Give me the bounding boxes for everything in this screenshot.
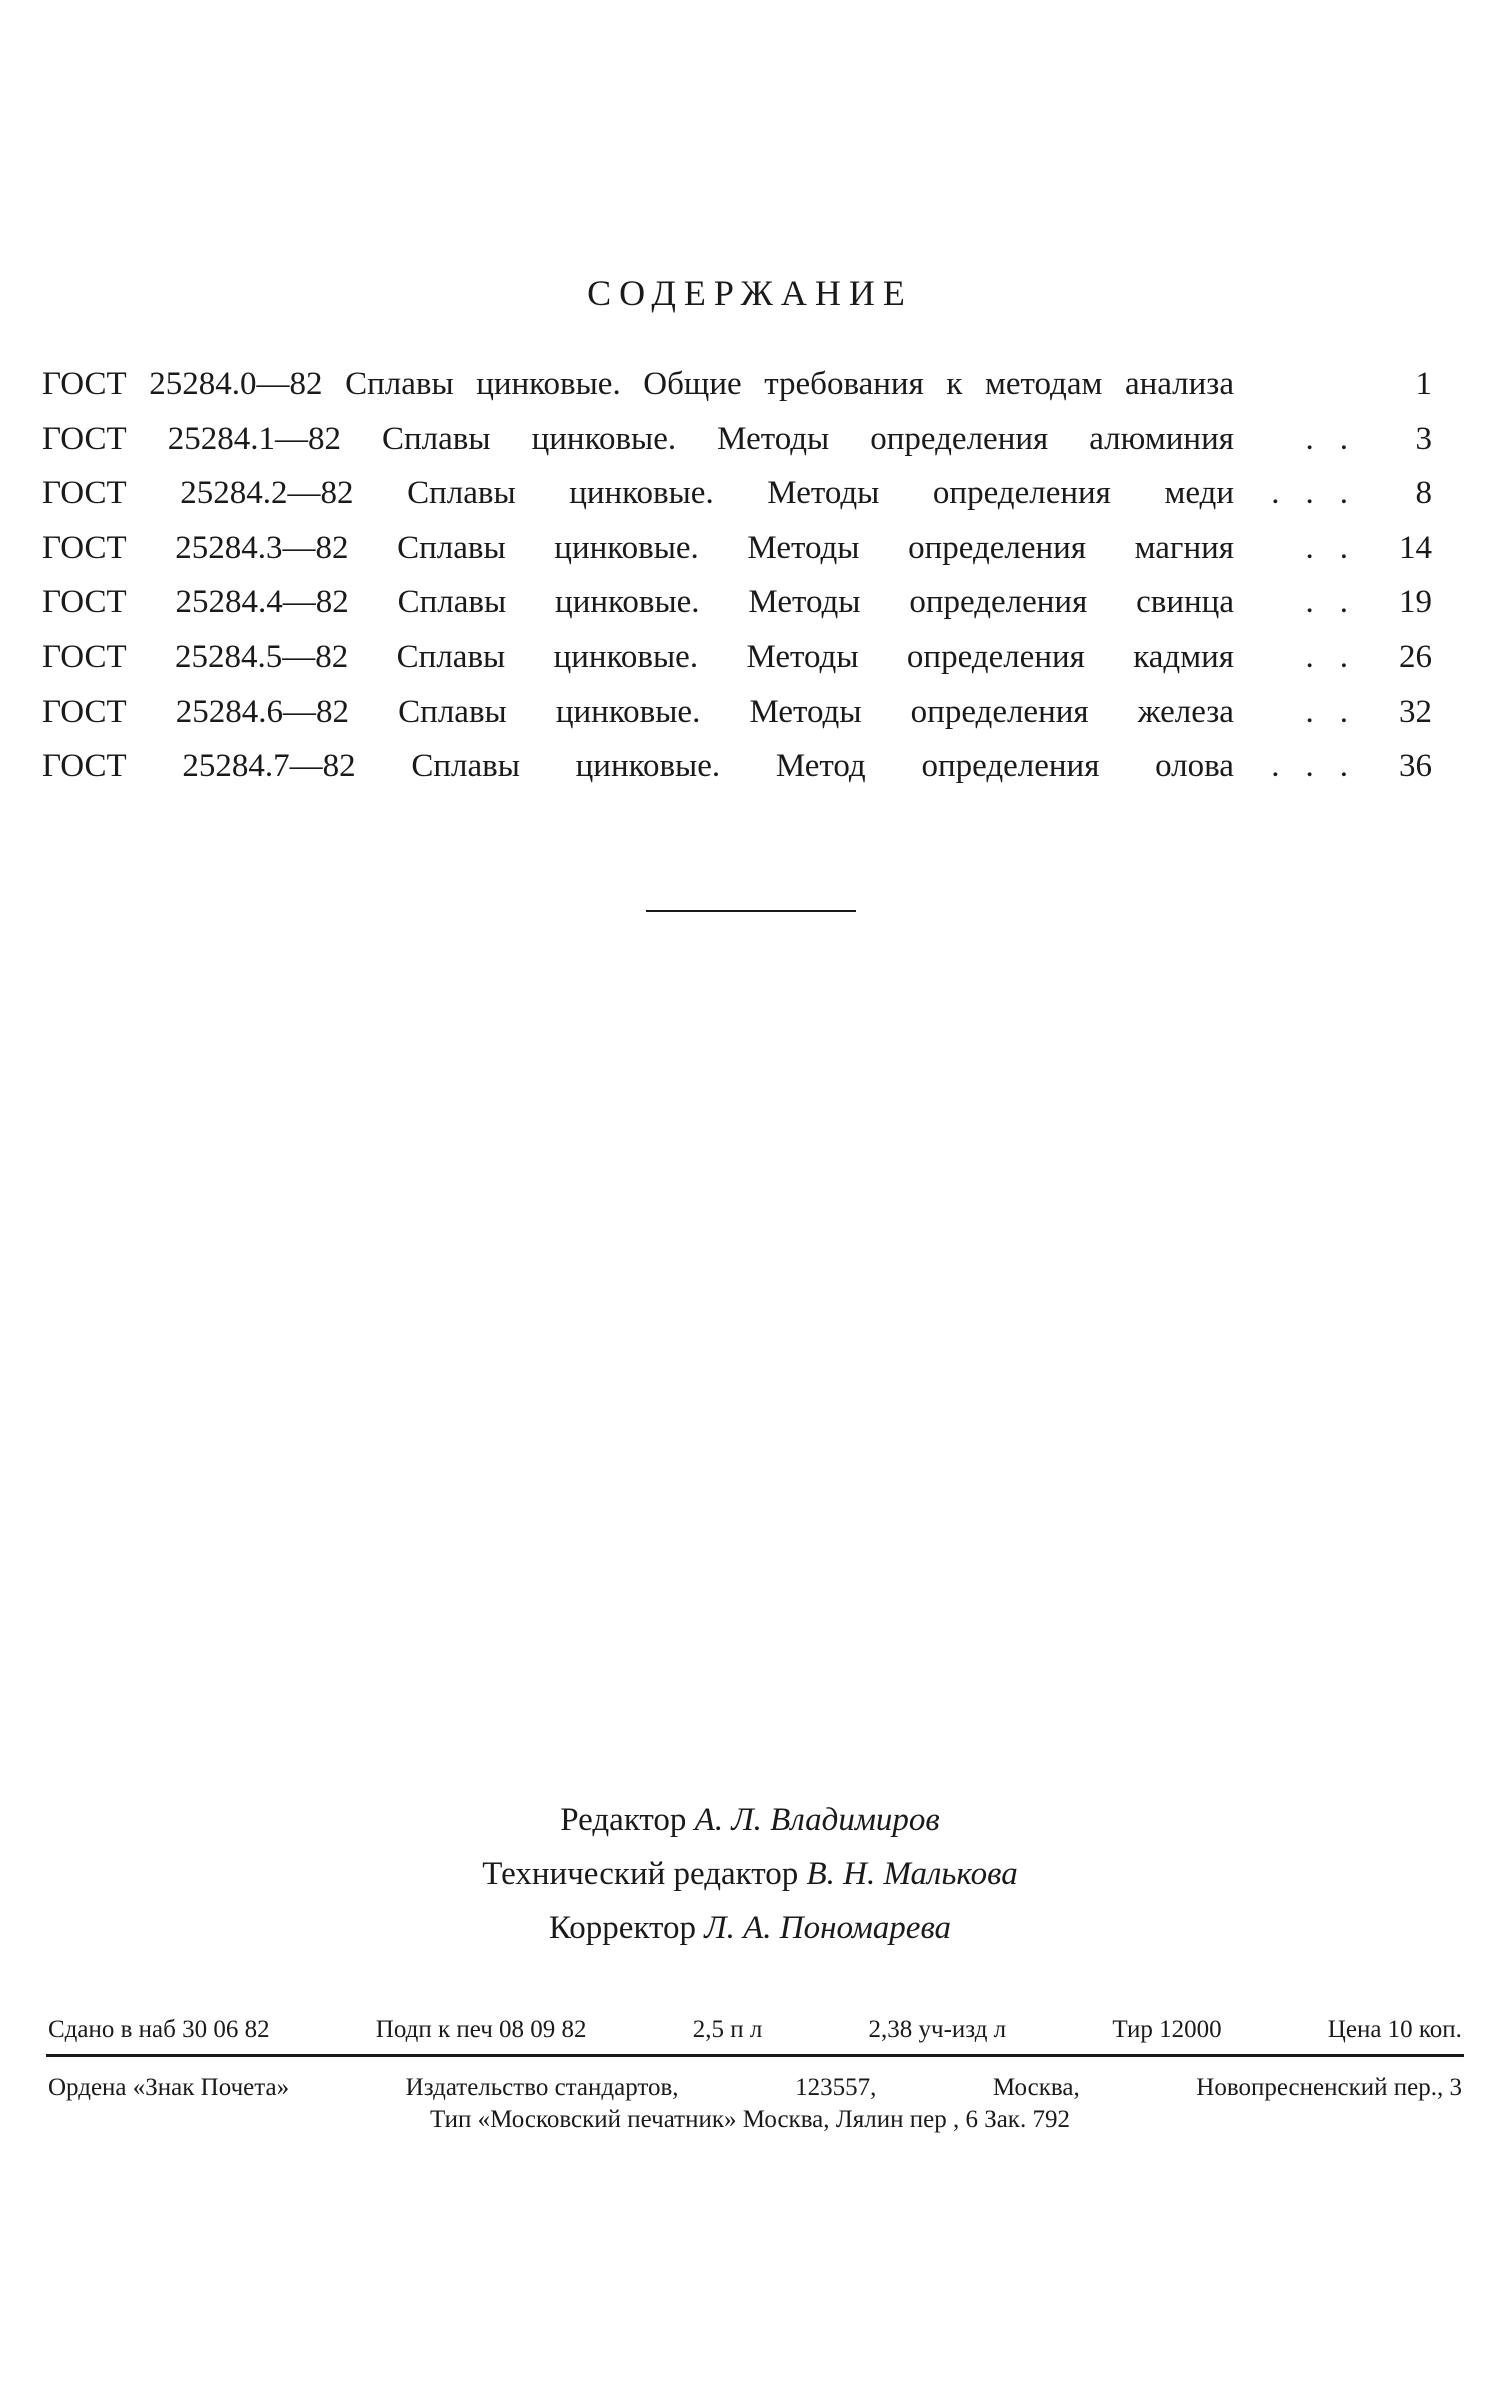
toc-entry-word: Методы — [747, 529, 860, 566]
toc-entry-word: цинковые. — [476, 366, 621, 402]
toc-entry-word: ГОСТ — [42, 529, 127, 566]
publisher-line — [48, 2074, 1462, 2102]
printing-house-line: Тип «Московский печатник» Москва, Лялин пер , 6 Зак. 792 — [430, 2106, 1070, 2133]
publisher-part: Новопресненский пер., 3 — [1196, 2074, 1462, 2101]
toc-entry-word: Методы — [749, 693, 862, 730]
toc-entry-text — [42, 530, 1234, 567]
toc-entry-word: 25284.7—82 — [182, 748, 356, 785]
publisher-part: Москва, — [992, 2074, 1080, 2101]
toc-entry-word: Методы — [746, 638, 859, 675]
toc-entry — [42, 584, 1432, 639]
toc-entry-page: 14 — [1399, 529, 1432, 566]
toc-entry-word: Сплавы — [407, 475, 516, 512]
toc-entry-word: 25284.5—82 — [175, 638, 349, 675]
credit-editor — [0, 1802, 1500, 1856]
imprint-line — [48, 2016, 1462, 2044]
toc-entry-text — [42, 748, 1234, 785]
toc-entry-word: железа — [1137, 693, 1234, 730]
toc-entry-text — [42, 366, 1234, 403]
toc-entry-word: ГОСТ — [42, 584, 127, 621]
toc-entry-word: методам — [984, 366, 1103, 402]
imprint-part: 2,38 уч-изд л — [868, 2016, 1007, 2043]
toc-entry-text — [42, 421, 1234, 458]
toc-entry-word: Сплавы — [396, 638, 506, 675]
toc-entry-text — [42, 475, 1234, 512]
toc-entry — [42, 475, 1432, 530]
toc-entry-word: определения — [908, 529, 1087, 566]
toc-entry-word: меди — [1164, 475, 1234, 512]
toc-entry-word: к — [946, 366, 963, 402]
toc-entry-word: цинковые. — [575, 748, 721, 785]
credit-role: Технический редактор — [482, 1856, 799, 1892]
toc-entry-word: Сплавы — [382, 420, 491, 457]
toc-entry-word: Сплавы — [411, 748, 520, 785]
toc-entry-word: цинковые. — [569, 475, 714, 512]
toc-entry-leader: ... — [1271, 748, 1374, 785]
toc-entry-word: Метод — [775, 748, 866, 785]
toc-entry-word: Сплавы — [397, 529, 506, 566]
toc-entry-word: Методы — [748, 584, 861, 621]
imprint-part: Тир 12000 — [1112, 2016, 1222, 2043]
toc-entry-word: 25284.0—82 — [149, 366, 323, 402]
toc-entry-leader: ... — [1271, 475, 1374, 512]
toc-entry-word: определения — [909, 584, 1088, 621]
toc-entry-word: Методы — [717, 420, 830, 457]
toc-entry-word: цинковые. — [555, 693, 701, 730]
toc-title: СОДЕРЖАНИЕ — [587, 273, 913, 313]
credit-name: А. Л. Владимиров — [694, 1802, 940, 1838]
publisher-part: 123557, — [795, 2074, 877, 2101]
toc-entry-word: определения — [910, 693, 1089, 730]
imprint-part: Сдано в наб 30 06 82 — [48, 2016, 270, 2043]
toc-entry — [42, 694, 1432, 749]
toc-entry-word: ГОСТ — [42, 693, 127, 730]
toc-entry-word: олова — [1155, 748, 1234, 785]
toc-entry-text — [42, 694, 1234, 731]
toc-entry-word: алюминия — [1089, 420, 1234, 457]
toc-entry-leader: .. — [1305, 420, 1374, 457]
toc-entry-word: свинца — [1136, 584, 1234, 621]
imprint-part: Подп к печ 08 09 82 — [375, 2016, 587, 2043]
toc-entry — [42, 366, 1432, 421]
toc-entry — [42, 530, 1432, 585]
toc-entry-page: 36 — [1399, 748, 1432, 785]
toc-entry-page: 8 — [1415, 475, 1432, 512]
toc-entry-leader: .. — [1305, 584, 1374, 621]
toc-entry-leader: .. — [1305, 693, 1374, 730]
toc-entry-word: цинковые. — [555, 584, 700, 621]
toc-entry-word: анализа — [1124, 366, 1234, 402]
toc-entry-word: ГОСТ — [42, 748, 127, 785]
toc-entry — [42, 421, 1432, 476]
publisher-part: Ордена «Знак Почета» — [48, 2074, 290, 2101]
toc-entry-word: магния — [1134, 529, 1234, 566]
toc-entry-word: ГОСТ — [42, 638, 127, 675]
credit-proofreader — [0, 1910, 1500, 1964]
toc-entry-word: Сплавы — [398, 693, 507, 730]
imprint-part: 2,5 п л — [692, 2016, 763, 2043]
toc-entry-word: кадмия — [1133, 638, 1234, 675]
toc-entry-word: определения — [870, 420, 1049, 457]
credit-name: В. Н. Малькова — [806, 1856, 1018, 1892]
imprint-part: Цена 10 коп. — [1327, 2016, 1462, 2043]
toc-entry-page: 3 — [1415, 420, 1432, 457]
toc-entry-text — [42, 584, 1234, 621]
toc-entry-page: 19 — [1399, 584, 1432, 621]
toc-entry-text — [42, 639, 1234, 676]
toc-entry-word: ГОСТ — [42, 475, 127, 512]
toc-entry-word: Сплавы — [397, 584, 507, 621]
toc-entry-word: цинковые. — [531, 420, 677, 457]
toc-entry-word: 25284.2—82 — [180, 475, 354, 512]
table-of-contents — [42, 366, 1432, 803]
credit-name: Л. А. Пономарева — [704, 1910, 952, 1946]
toc-entry-word: Методы — [767, 475, 880, 512]
toc-entry-word: определения — [906, 638, 1085, 675]
toc-entry-word: 25284.1—82 — [167, 420, 341, 457]
toc-entry — [42, 748, 1432, 803]
credit-technical-editor — [0, 1856, 1500, 1910]
credits-block — [0, 1802, 1500, 1964]
toc-entry-word: Общие — [643, 366, 742, 402]
toc-entry-word: цинковые. — [553, 638, 699, 675]
toc-entry-leader: .. — [1305, 529, 1374, 566]
toc-entry-word: определения — [921, 748, 1100, 785]
toc-entry-word: Сплавы — [345, 366, 454, 402]
toc-entry-page: 32 — [1399, 693, 1432, 730]
toc-entry-word: 25284.3—82 — [175, 529, 349, 566]
toc-entry-word: определения — [932, 475, 1111, 512]
toc-entry-word: 25284.4—82 — [175, 584, 349, 621]
toc-entry-word: требования — [764, 366, 924, 402]
toc-entry-word: ГОСТ — [42, 420, 127, 457]
toc-entry-word: ГОСТ — [42, 366, 127, 402]
toc-entry-word: 25284.6—82 — [175, 693, 350, 730]
publisher-part: Издательство стандартов, — [405, 2074, 679, 2101]
toc-entry-word: цинковые. — [554, 529, 699, 566]
credit-role: Корректор — [548, 1910, 697, 1946]
imprint-rule — [46, 2054, 1464, 2057]
toc-entry-leader: .. — [1305, 638, 1374, 675]
section-divider — [646, 910, 856, 912]
toc-entry-page: 26 — [1399, 638, 1432, 675]
credit-role: Редактор — [560, 1802, 687, 1838]
toc-entry-page: 1 — [1415, 366, 1432, 402]
toc-entry — [42, 639, 1432, 694]
